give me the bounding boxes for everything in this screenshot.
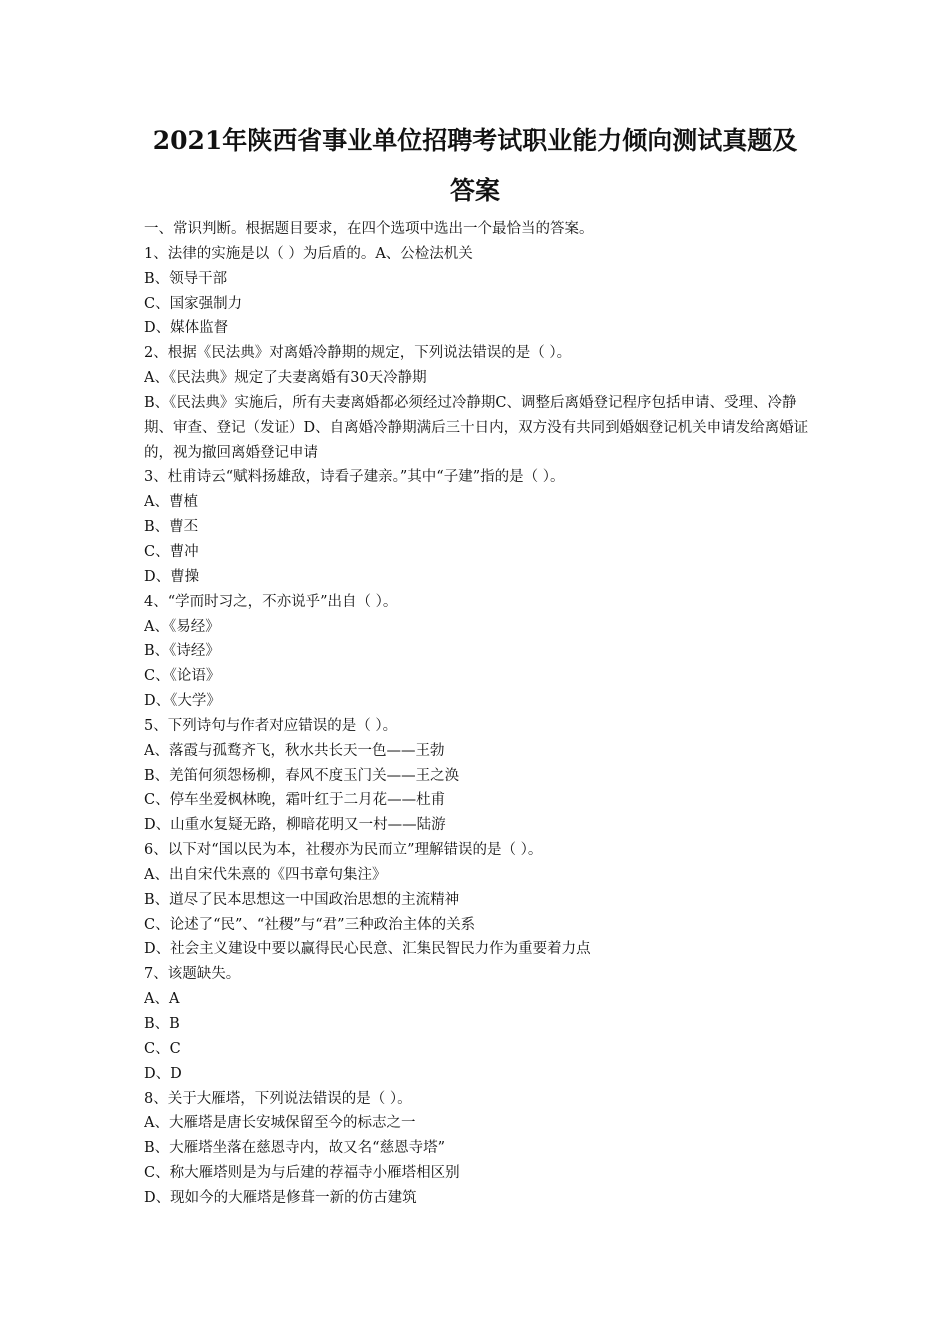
question-8-option-a: A、大雁塔是唐长安城保留至今的标志之一 <box>144 1115 416 1132</box>
question-8-option-d: D、现如今的大雁塔是修葺一新的仿古建筑 <box>144 1189 417 1206</box>
question-6-option-d: D、社会主义建设中要以赢得民心民意、汇集民智民力作为重要着力点 <box>144 941 591 958</box>
document-title-line-1: 2021年陕西省事业单位招聘考试职业能力倾向测试真题及 <box>152 126 798 155</box>
question-6-option-c: C、论述了“民”、“社稷”与“君”三种政治主体的关系 <box>144 916 476 933</box>
question-4-option-d: D、《大学》 <box>144 693 221 710</box>
question-4-option-a: A、《易经》 <box>144 618 220 635</box>
question-4-option-b: B、《诗经》 <box>144 643 220 660</box>
question-1-stem: 1、法律的实施是以（ ）为后盾的。A、公检法机关 <box>144 245 473 262</box>
question-6-option-b: B、道尽了民本思想这一中国政治思想的主流精神 <box>144 891 460 908</box>
question-7-stem: 7、该题缺失。 <box>144 966 241 983</box>
question-3-option-c: C、曹冲 <box>144 543 199 560</box>
question-6-option-a: A、出自宋代朱熹的《四书章句集注》 <box>144 866 387 883</box>
document-body <box>144 217 812 1211</box>
question-2-option-b-c-d: B、《民法典》实施后，所有夫妻离婚都必须经过冷静期C、调整后离婚登记程序包括申请、受理、冷静期、审查、登记（发证）D、自离婚冷静期满后三十日内，双方没有共同到婚姻登记机关申请发给离婚证的，视为撤回离婚登记申请 <box>144 394 809 461</box>
question-5-option-b: B、羌笛何须怨杨柳，春风不度玉门关——王之涣 <box>144 767 460 784</box>
question-6-stem: 6、以下对“国以民为本，社稷亦为民而立”理解错误的是（ ）。 <box>144 842 543 859</box>
question-7-option-a: A、A <box>144 991 180 1008</box>
question-8-option-c: C、称大雁塔则是为与后建的荐福寺小雁塔相区别 <box>144 1165 460 1182</box>
document-title-line-2: 答案 <box>449 176 500 205</box>
question-1-option-d: D、媒体监督 <box>144 320 229 337</box>
question-3-option-a: A、曹植 <box>144 494 198 511</box>
question-5-option-d: D、山重水复疑无路，柳暗花明又一村——陆游 <box>144 817 446 834</box>
question-2-option-a: A、《民法典》规定了夫妻离婚有30天冷静期 <box>144 370 427 387</box>
question-4-stem: 4、“学而时习之，不亦说乎”出自（ ）。 <box>144 593 398 610</box>
question-3-option-b: B、曹丕 <box>144 519 199 536</box>
question-8-option-b: B、大雁塔坐落在慈恩寺内，故又名“慈恩寺塔” <box>144 1140 445 1157</box>
question-1-option-b: B、领导干部 <box>144 270 228 287</box>
question-7-option-c: C、C <box>144 1040 181 1057</box>
question-8-stem: 8、关于大雁塔，下列说法错误的是（ ）。 <box>144 1090 412 1107</box>
question-5-option-a: A、落霞与孤鹜齐飞，秋水共长天一色——王勃 <box>144 742 445 759</box>
section-intro: 一、常识判断。根据题目要求，在四个选项中选出一个最恰当的答案。 <box>144 221 594 237</box>
question-7-option-d: D、D <box>144 1065 182 1082</box>
question-5-stem: 5、下列诗句与作者对应错误的是（ ）。 <box>144 717 398 734</box>
question-1-option-c: C、国家强制力 <box>144 295 243 312</box>
question-3-option-d: D、曹操 <box>144 568 200 585</box>
question-7-option-b: B、B <box>144 1016 180 1032</box>
question-3-stem: 3、杜甫诗云“赋料扬雄敌，诗看子建亲。”其中“子建”指的是（ ）。 <box>144 469 565 486</box>
question-2-stem: 2、根据《民法典》对离婚冷静期的规定，下列说法错误的是（ ）。 <box>144 345 572 362</box>
question-5-option-c: C、停车坐爱枫林晚，霜叶红于二月花——杜甫 <box>144 792 446 809</box>
question-4-option-c: C、《论语》 <box>144 668 221 685</box>
